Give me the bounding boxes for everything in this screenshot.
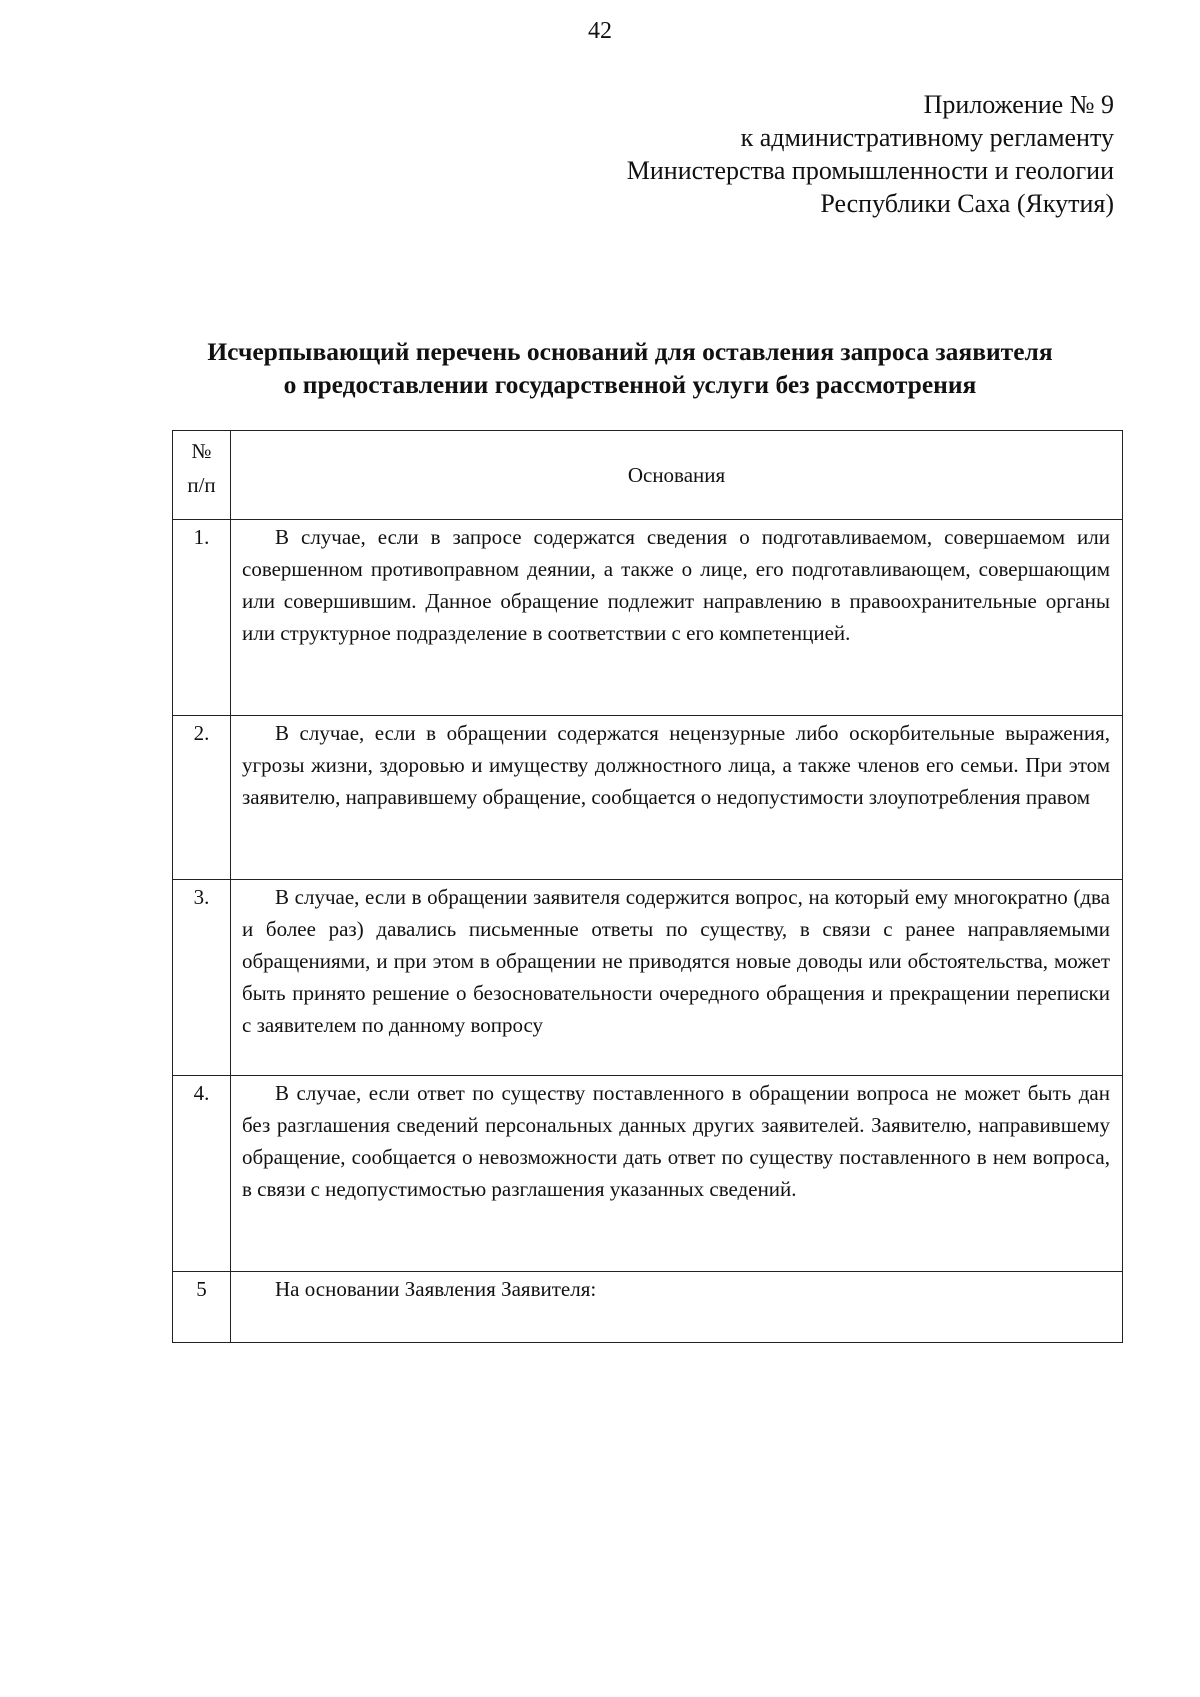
page-number: 42 — [588, 18, 612, 44]
row-text-cell — [231, 520, 1123, 716]
row-text-cell — [231, 1272, 1123, 1343]
table-row — [173, 1272, 1123, 1343]
row-text: В случае, если ответ по существу поставленного в обращении вопроса не может быть дан без разглашения сведений персональных данных других заявителей. Заявителю, направившему обращение, сообщается о невозможности дать ответ по существу поставленного в нем вопроса, в связи с недопустимостью разглашения указанных сведений. — [242, 1081, 1110, 1201]
table-row — [173, 716, 1123, 880]
table-row — [173, 880, 1123, 1076]
row-text: На основании Заявления Заявителя: — [275, 1277, 597, 1301]
document-title — [140, 335, 1120, 401]
row-number: 1. — [173, 520, 231, 716]
header-grounds-cell: Основания — [231, 431, 1123, 520]
appendix-header — [414, 88, 1114, 220]
header-number-abbrev: п/п — [187, 473, 216, 497]
appendix-line-number: Приложение № 9 — [923, 90, 1114, 119]
table-row — [173, 1076, 1123, 1272]
row-number: 5 — [173, 1272, 231, 1343]
table-row — [173, 520, 1123, 716]
grounds-table — [172, 430, 1123, 1343]
row-number: 3. — [173, 880, 231, 1076]
table-header-row — [173, 431, 1123, 520]
appendix-line-republic: Республики Саха (Якутия) — [820, 189, 1114, 218]
header-number-sign: № — [191, 439, 212, 463]
header-number-cell — [173, 431, 231, 520]
row-text-cell — [231, 1076, 1123, 1272]
row-text: В случае, если в обращении заявителя содержится вопрос, на который ему многократно (два и более раз) давались письменные ответы по существу, в связи с ранее направляемыми обращениями, и при этом в обращении не приводятся новые доводы или обстоятельства, может быть принято решение о безосновательности очередного обращения и прекращении переписки с заявителем по данному вопросу — [242, 885, 1110, 1037]
row-number: 2. — [173, 716, 231, 880]
appendix-line-ministry: Министерства промышленности и геологии — [626, 156, 1114, 185]
row-text: В случае, если в запросе содержатся сведения о подготавливаемом, совершаемом или совершенном противоправном деянии, а также о лице, его подготавливающем, совершающим или совершившим. Данное обращение подлежит направлению в правоохранительные органы или структурное подразделение в соответствии с его компетенцией. — [242, 525, 1110, 645]
row-text: В случае, если в обращении содержатся нецензурные либо оскорбительные выражения, угрозы жизни, здоровью и имуществу должностного лица, а также членов его семьи. При этом заявителю, направившему обращение, сообщается о недопустимости злоупотребления правом — [242, 721, 1110, 809]
row-number: 4. — [173, 1076, 231, 1272]
row-text-cell — [231, 716, 1123, 880]
document-title-line-2: о предоставлении государственной услуги без рассмотрения — [283, 370, 977, 399]
document-title-line-1: Исчерпывающий перечень оснований для оставления запроса заявителя — [207, 337, 1053, 366]
row-text-cell — [231, 880, 1123, 1076]
appendix-line-regulation: к административному регламенту — [740, 123, 1114, 152]
